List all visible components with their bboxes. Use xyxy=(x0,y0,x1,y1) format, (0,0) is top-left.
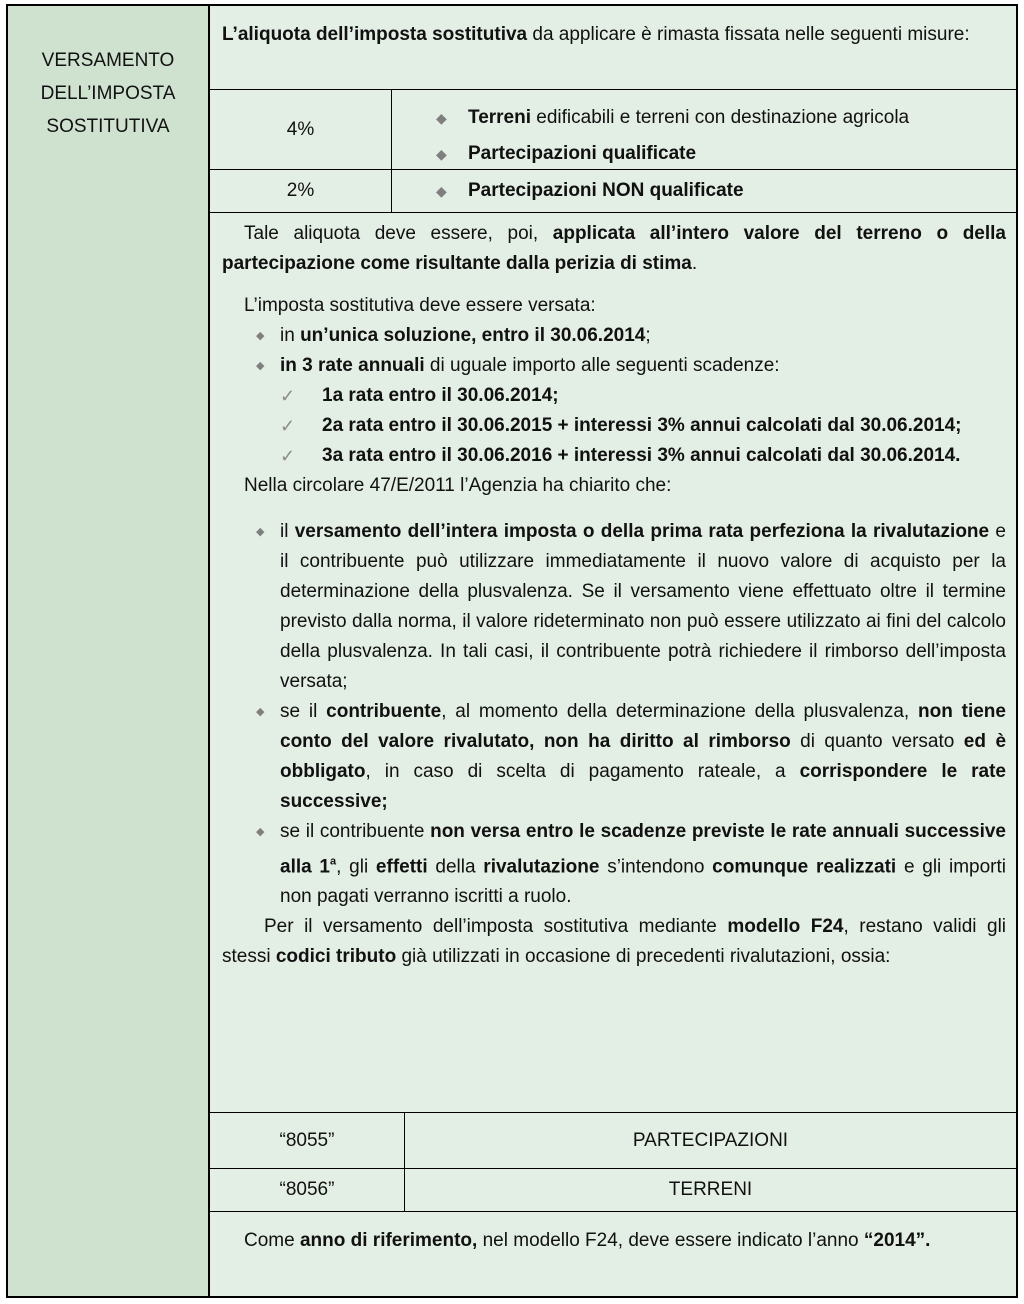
text-bold: versamento dell’intera imposta o della prima rata perfeziona la rivalutazione xyxy=(294,521,990,542)
list-item xyxy=(256,697,1006,817)
rate-item xyxy=(436,136,1016,172)
text: già utilizzati in occasione di precedenti rivalutazioni, ossia: xyxy=(396,946,891,968)
text-bold: un’unica soluzione, entro il 30.06.2014 xyxy=(300,325,646,346)
text-bold: corrispondere le rate successive; xyxy=(280,761,1006,812)
list-item xyxy=(256,517,1006,697)
checkmark-icon: ✓ xyxy=(280,416,296,436)
text-bold: non versa entro le scadenze previste le rate annuali successive alla 1 xyxy=(280,821,1006,878)
section-header-cell xyxy=(8,6,210,1296)
text: in xyxy=(280,325,301,346)
text: il xyxy=(280,521,295,542)
rate-item xyxy=(436,100,1016,136)
info-table xyxy=(6,4,1018,1298)
text-bold: in 3 rate annuali xyxy=(280,355,425,376)
rate-description xyxy=(392,90,1016,169)
installments-list xyxy=(222,381,1006,471)
text: , in caso di scelta di pagamento rateale, a xyxy=(365,761,800,782)
tax-code-row xyxy=(210,1169,1016,1212)
tax-code-label: TERRENI xyxy=(668,1179,753,1200)
text-bold: anno di riferimento, xyxy=(299,1230,478,1251)
paragraph-applicazione xyxy=(222,219,1006,279)
paragraph-f24 xyxy=(222,912,1006,972)
diamond-bullet-icon: ◆ xyxy=(256,706,265,718)
text-bold: applicata all’intero valore del terreno o della partecipazione come risultante dalla perizia di stima xyxy=(222,223,1006,274)
section-title-line: DELL’IMPOSTA xyxy=(40,83,176,104)
tax-code-label: PARTECIPAZIONI xyxy=(632,1129,789,1151)
text: se il contribuente xyxy=(280,821,431,842)
diamond-bullet-icon: ◆ xyxy=(436,182,447,199)
text: di uguale importo alle seguenti scadenze: xyxy=(424,355,780,376)
list-item xyxy=(256,351,1006,381)
text: , al momento della determinazione della plusvalenza, xyxy=(441,701,918,722)
text-bold: “2014”. xyxy=(863,1230,931,1251)
text-bold: rivalutazione xyxy=(483,856,600,878)
text: di quanto versato xyxy=(790,731,964,752)
text-bold: codici tributo xyxy=(275,946,397,968)
text: s’intendono xyxy=(599,856,713,878)
rate-item-bold: Partecipazioni qualificate xyxy=(468,143,697,164)
paragraph-anno-riferimento xyxy=(210,1212,1016,1296)
rate-row xyxy=(210,90,1016,170)
text: Tale aliquota deve essere, poi, xyxy=(244,223,553,244)
diamond-bullet-icon: ◆ xyxy=(256,526,265,538)
text: e il contribuente può utilizzare immediatamente il nuovo valore di acquisto per la determinazione della plusvalenza. Se il versamento viene effettuato oltre il termine previsto dalla norma, il valore rideterminato non può essere utilizzato ai fini del calcolo della plusvalenza. In tali casi, il contribuente potrà richiedere il rimborso dell’imposta versata; xyxy=(280,521,1006,692)
intro-bold: L’aliquota dell’imposta sostitutiva xyxy=(222,24,528,45)
text-bold: comunque realizzati xyxy=(712,856,897,878)
rate-item-bold: Terreni xyxy=(468,107,532,128)
list-item xyxy=(280,381,1006,411)
text-bold: ed è obbligato xyxy=(280,731,1007,782)
list-item xyxy=(280,441,1006,471)
intro-text: da applicare è rimasta fissata nelle seguenti misure: xyxy=(527,24,970,45)
text-bold: contribuente xyxy=(326,701,442,722)
diamond-bullet-icon: ◆ xyxy=(436,110,447,126)
payment-options-list xyxy=(222,321,1006,381)
diamond-bullet-icon: ◆ xyxy=(256,330,265,342)
tax-code-row xyxy=(210,1113,1016,1169)
diamond-bullet-icon: ◆ xyxy=(436,146,447,162)
body-text xyxy=(210,213,1016,1113)
superscript: a xyxy=(330,856,337,868)
text: , restano validi gli stessi xyxy=(222,916,1007,968)
installment-text: 1a rata entro il 30.06.2014; xyxy=(322,385,559,406)
installment-text: 2a rata entro il 30.06.2015 + interessi 3% annui calcolati dal 30.06.2014; xyxy=(322,415,962,436)
checkmark-icon: ✓ xyxy=(280,446,296,466)
text: . xyxy=(691,253,698,274)
text: se il xyxy=(280,701,327,722)
text: Per il versamento dell’imposta sostitutiva mediante xyxy=(264,916,728,938)
paragraph-versamento: L’imposta sostitutiva deve essere versata: xyxy=(244,295,596,316)
diamond-bullet-icon: ◆ xyxy=(256,826,265,838)
installment-text: 3a rata entro il 30.06.2016 + interessi 3% annui calcolati dal 30.06.2014. xyxy=(322,445,961,466)
intro-paragraph xyxy=(210,6,1016,90)
tax-code: “8055” xyxy=(210,1113,405,1168)
clarifications-list xyxy=(222,517,1006,912)
rate-description xyxy=(392,170,1016,212)
section-title-line: SOSTITUTIVA xyxy=(46,116,170,137)
list-item xyxy=(256,817,1006,912)
list-item xyxy=(256,321,1006,351)
text: e gli importi non pagati verranno iscritti a ruolo. xyxy=(280,856,1007,908)
paragraph-circolare: Nella circolare 47/E/2011 l’Agenzia ha chiarito che: xyxy=(244,475,672,496)
text: nel modello F24, deve essere indicato l’anno xyxy=(477,1230,864,1251)
text: della xyxy=(427,856,484,878)
text: , gli xyxy=(336,856,376,878)
section-title-line: VERSAMENTO xyxy=(41,50,175,71)
checkmark-icon: ✓ xyxy=(280,386,296,406)
text: Come xyxy=(244,1230,300,1251)
content-cell xyxy=(210,6,1016,1296)
text-bold: non tiene conto del valore rivalutato, non ha diritto al rimborso xyxy=(280,701,1006,752)
tax-code: “8056” xyxy=(210,1169,405,1211)
rate-item-bold: Partecipazioni NON qualificate xyxy=(468,180,744,201)
diamond-bullet-icon: ◆ xyxy=(256,360,265,372)
rate-row xyxy=(210,170,1016,213)
text-bold: modello F24 xyxy=(727,916,844,938)
list-item xyxy=(280,411,1006,441)
text-bold: effetti xyxy=(375,856,428,878)
rate-item-text: edificabili e terreni con destinazione agricola xyxy=(531,107,910,128)
text: ; xyxy=(645,325,651,346)
rate-value: 2% xyxy=(210,170,392,212)
rate-value: 4% xyxy=(210,90,392,169)
